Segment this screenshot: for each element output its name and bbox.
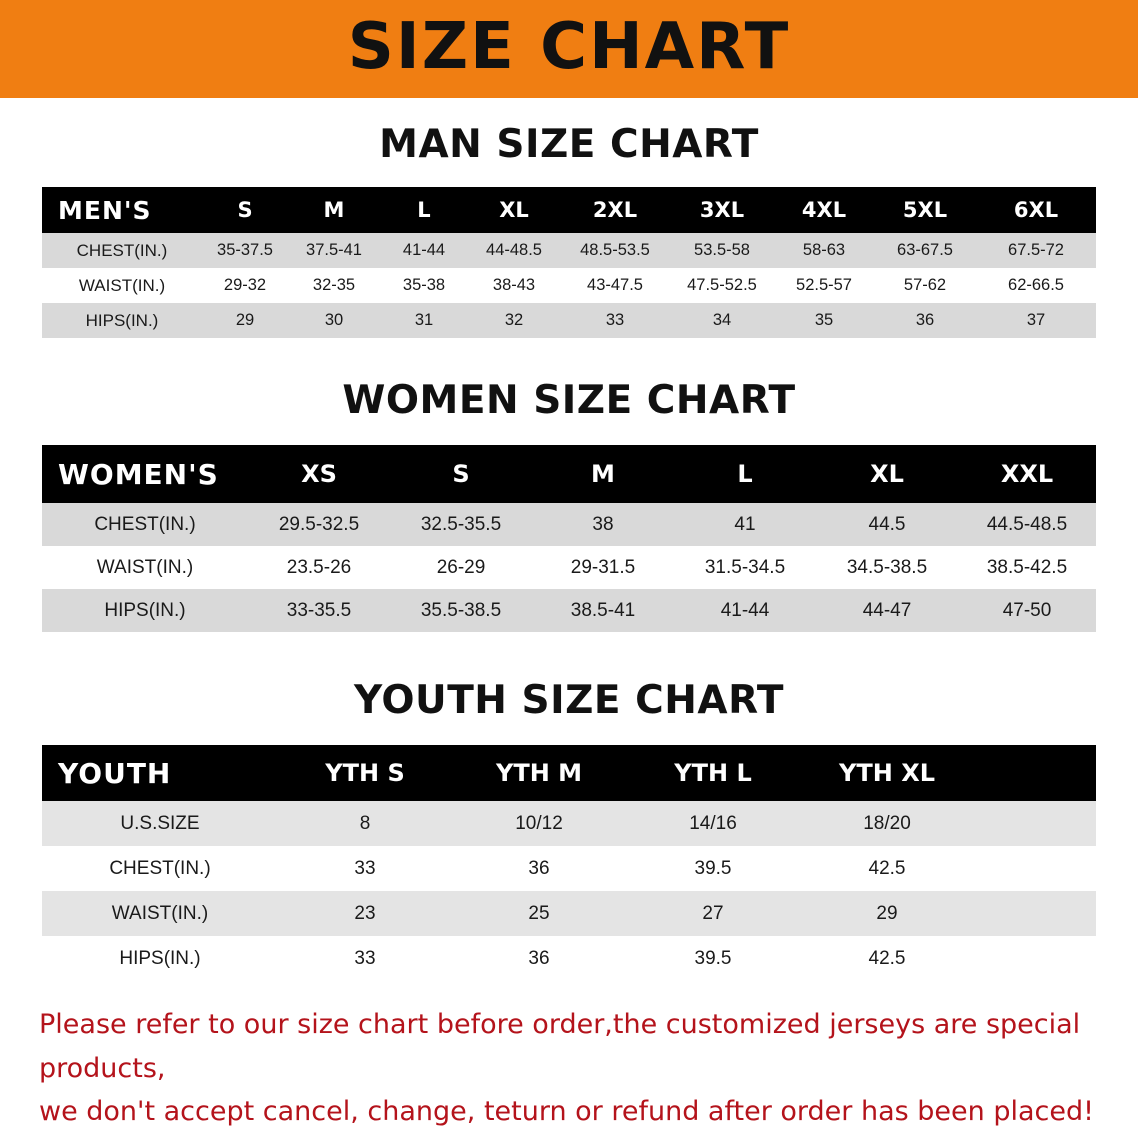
order-policy-notice [39,1003,1099,1134]
column-header: 2XL [592,198,638,222]
notice-line-2: we don't accept cancel, change, teturn or refund after order has been placed! [39,1096,1094,1128]
table-cell: 18/20 [863,812,911,834]
column-header: YTH L [674,759,752,787]
row-label: CHEST(IN.) [76,240,168,260]
table-cell: 52.5-57 [796,276,852,294]
man-size-table [42,187,1096,338]
table-cell: 36 [528,857,550,879]
column-header-spacer [974,745,1096,801]
table-cell-spacer [974,846,1096,891]
table-cell: 44.5 [868,513,906,535]
column-header: S [237,198,253,222]
table-row [42,801,1096,846]
table-cell: 31.5-34.5 [704,556,786,578]
column-header: M [591,460,615,488]
table-cell: 32-35 [312,276,356,294]
table-cell: 33 [354,857,376,879]
table-cell: 67.5-72 [1008,241,1064,259]
table-cell-spacer [974,936,1096,981]
table-cell: 62-66.5 [1008,276,1064,294]
page-banner [0,0,1138,98]
table-cell: 38 [592,513,614,535]
table-row [42,303,1096,338]
table-cell: 32 [504,311,524,329]
table-row [42,589,1096,632]
table-cell: 41-44 [402,241,446,259]
table-header-row [42,745,1096,801]
table-cell: 57-62 [903,276,947,294]
notice-line-1: Please refer to our size chart before order,the customized jerseys are special products, [39,1009,1081,1084]
table-cell: 14/16 [689,812,737,834]
table-cell: 38.5-42.5 [986,556,1068,578]
column-header: YTH S [325,759,405,787]
row-label: CHEST(IN.) [94,513,196,535]
column-header: 6XL [1013,198,1059,222]
table-corner-label: YOUTH [58,756,172,790]
table-cell: 29-31.5 [570,556,636,578]
column-header: 5XL [902,198,948,222]
table-cell: 33-35.5 [286,599,352,621]
table-cell: 37.5-41 [306,241,362,259]
table-cell: 10/12 [515,812,563,834]
column-header: YTH XL [839,759,935,787]
table-header-row [42,445,1096,503]
column-header: 4XL [801,198,847,222]
table-cell: 34.5-38.5 [846,556,928,578]
table-cell: 38-43 [492,276,536,294]
table-cell: 42.5 [868,857,906,879]
table-cell: 8 [359,812,371,834]
table-cell: 36 [528,947,550,969]
table-row [42,936,1096,981]
table-cell: 44-47 [862,599,912,621]
row-label: WAIST(IN.) [78,275,166,295]
table-cell: 47.5-52.5 [687,276,757,294]
row-label: HIPS(IN.) [85,310,159,330]
table-cell: 33 [354,947,376,969]
table-cell: 48.5-53.5 [580,241,650,259]
table-cell: 33 [605,311,625,329]
table-cell-spacer [974,801,1096,846]
table-cell: 42.5 [868,947,906,969]
table-row [42,546,1096,589]
column-header: S [452,460,470,488]
table-cell: 58-63 [802,241,846,259]
table-cell: 39.5 [694,857,732,879]
table-cell: 27 [702,902,724,924]
column-header: M [323,198,345,222]
table-cell: 34 [712,311,732,329]
column-header: XXL [1000,460,1054,488]
row-label: HIPS(IN.) [104,599,186,621]
table-cell: 25 [528,902,550,924]
table-cell: 26-29 [436,556,486,578]
column-header: XL [499,198,529,222]
table-cell: 23.5-26 [286,556,352,578]
table-cell: 31 [414,311,434,329]
table-cell: 39.5 [694,947,732,969]
column-header: XL [870,460,904,488]
table-corner-label: WOMEN'S [58,457,219,491]
column-header: XS [301,460,337,488]
row-label: WAIST(IN.) [111,902,209,924]
table-cell: 35-37.5 [217,241,273,259]
table-cell: 35 [814,311,834,329]
man-section-title: MAN SIZE CHART [379,122,759,167]
table-cell: 29 [876,902,898,924]
table-row [42,846,1096,891]
women-section-title: WOMEN SIZE CHART [342,378,796,423]
column-header: YTH M [495,759,583,787]
table-cell: 36 [915,311,935,329]
table-row [42,268,1096,303]
table-cell-spacer [974,891,1096,936]
table-cell: 41 [734,513,756,535]
table-cell: 23 [354,902,376,924]
table-cell: 43-47.5 [587,276,643,294]
youth-size-table [42,745,1096,981]
table-cell: 29 [235,311,255,329]
page-title: SIZE CHART [347,10,791,84]
row-label: CHEST(IN.) [109,857,211,879]
table-cell: 41-44 [720,599,770,621]
table-corner-label: MEN'S [58,195,152,225]
table-cell: 37 [1026,311,1046,329]
table-cell: 30 [324,311,344,329]
table-cell: 38.5-41 [570,599,636,621]
table-header-row [42,187,1096,233]
table-cell: 29-32 [223,276,267,294]
table-cell: 35.5-38.5 [420,599,502,621]
table-cell: 29.5-32.5 [278,513,360,535]
row-label: U.S.SIZE [120,812,200,834]
youth-section-title: YOUTH SIZE CHART [354,678,784,723]
table-cell: 47-50 [1002,599,1052,621]
column-header: 3XL [699,198,745,222]
row-label: WAIST(IN.) [96,556,194,578]
table-cell: 35-38 [402,276,446,294]
women-size-table [42,445,1096,632]
table-cell: 44-48.5 [486,241,542,259]
column-header: L [737,460,753,488]
table-cell: 63-67.5 [897,241,953,259]
table-cell: 32.5-35.5 [420,513,502,535]
table-row [42,503,1096,546]
table-cell: 44.5-48.5 [986,513,1068,535]
table-cell: 53.5-58 [694,241,750,259]
table-row [42,891,1096,936]
table-row [42,233,1096,268]
row-label: HIPS(IN.) [119,947,201,969]
column-header: L [417,198,431,222]
